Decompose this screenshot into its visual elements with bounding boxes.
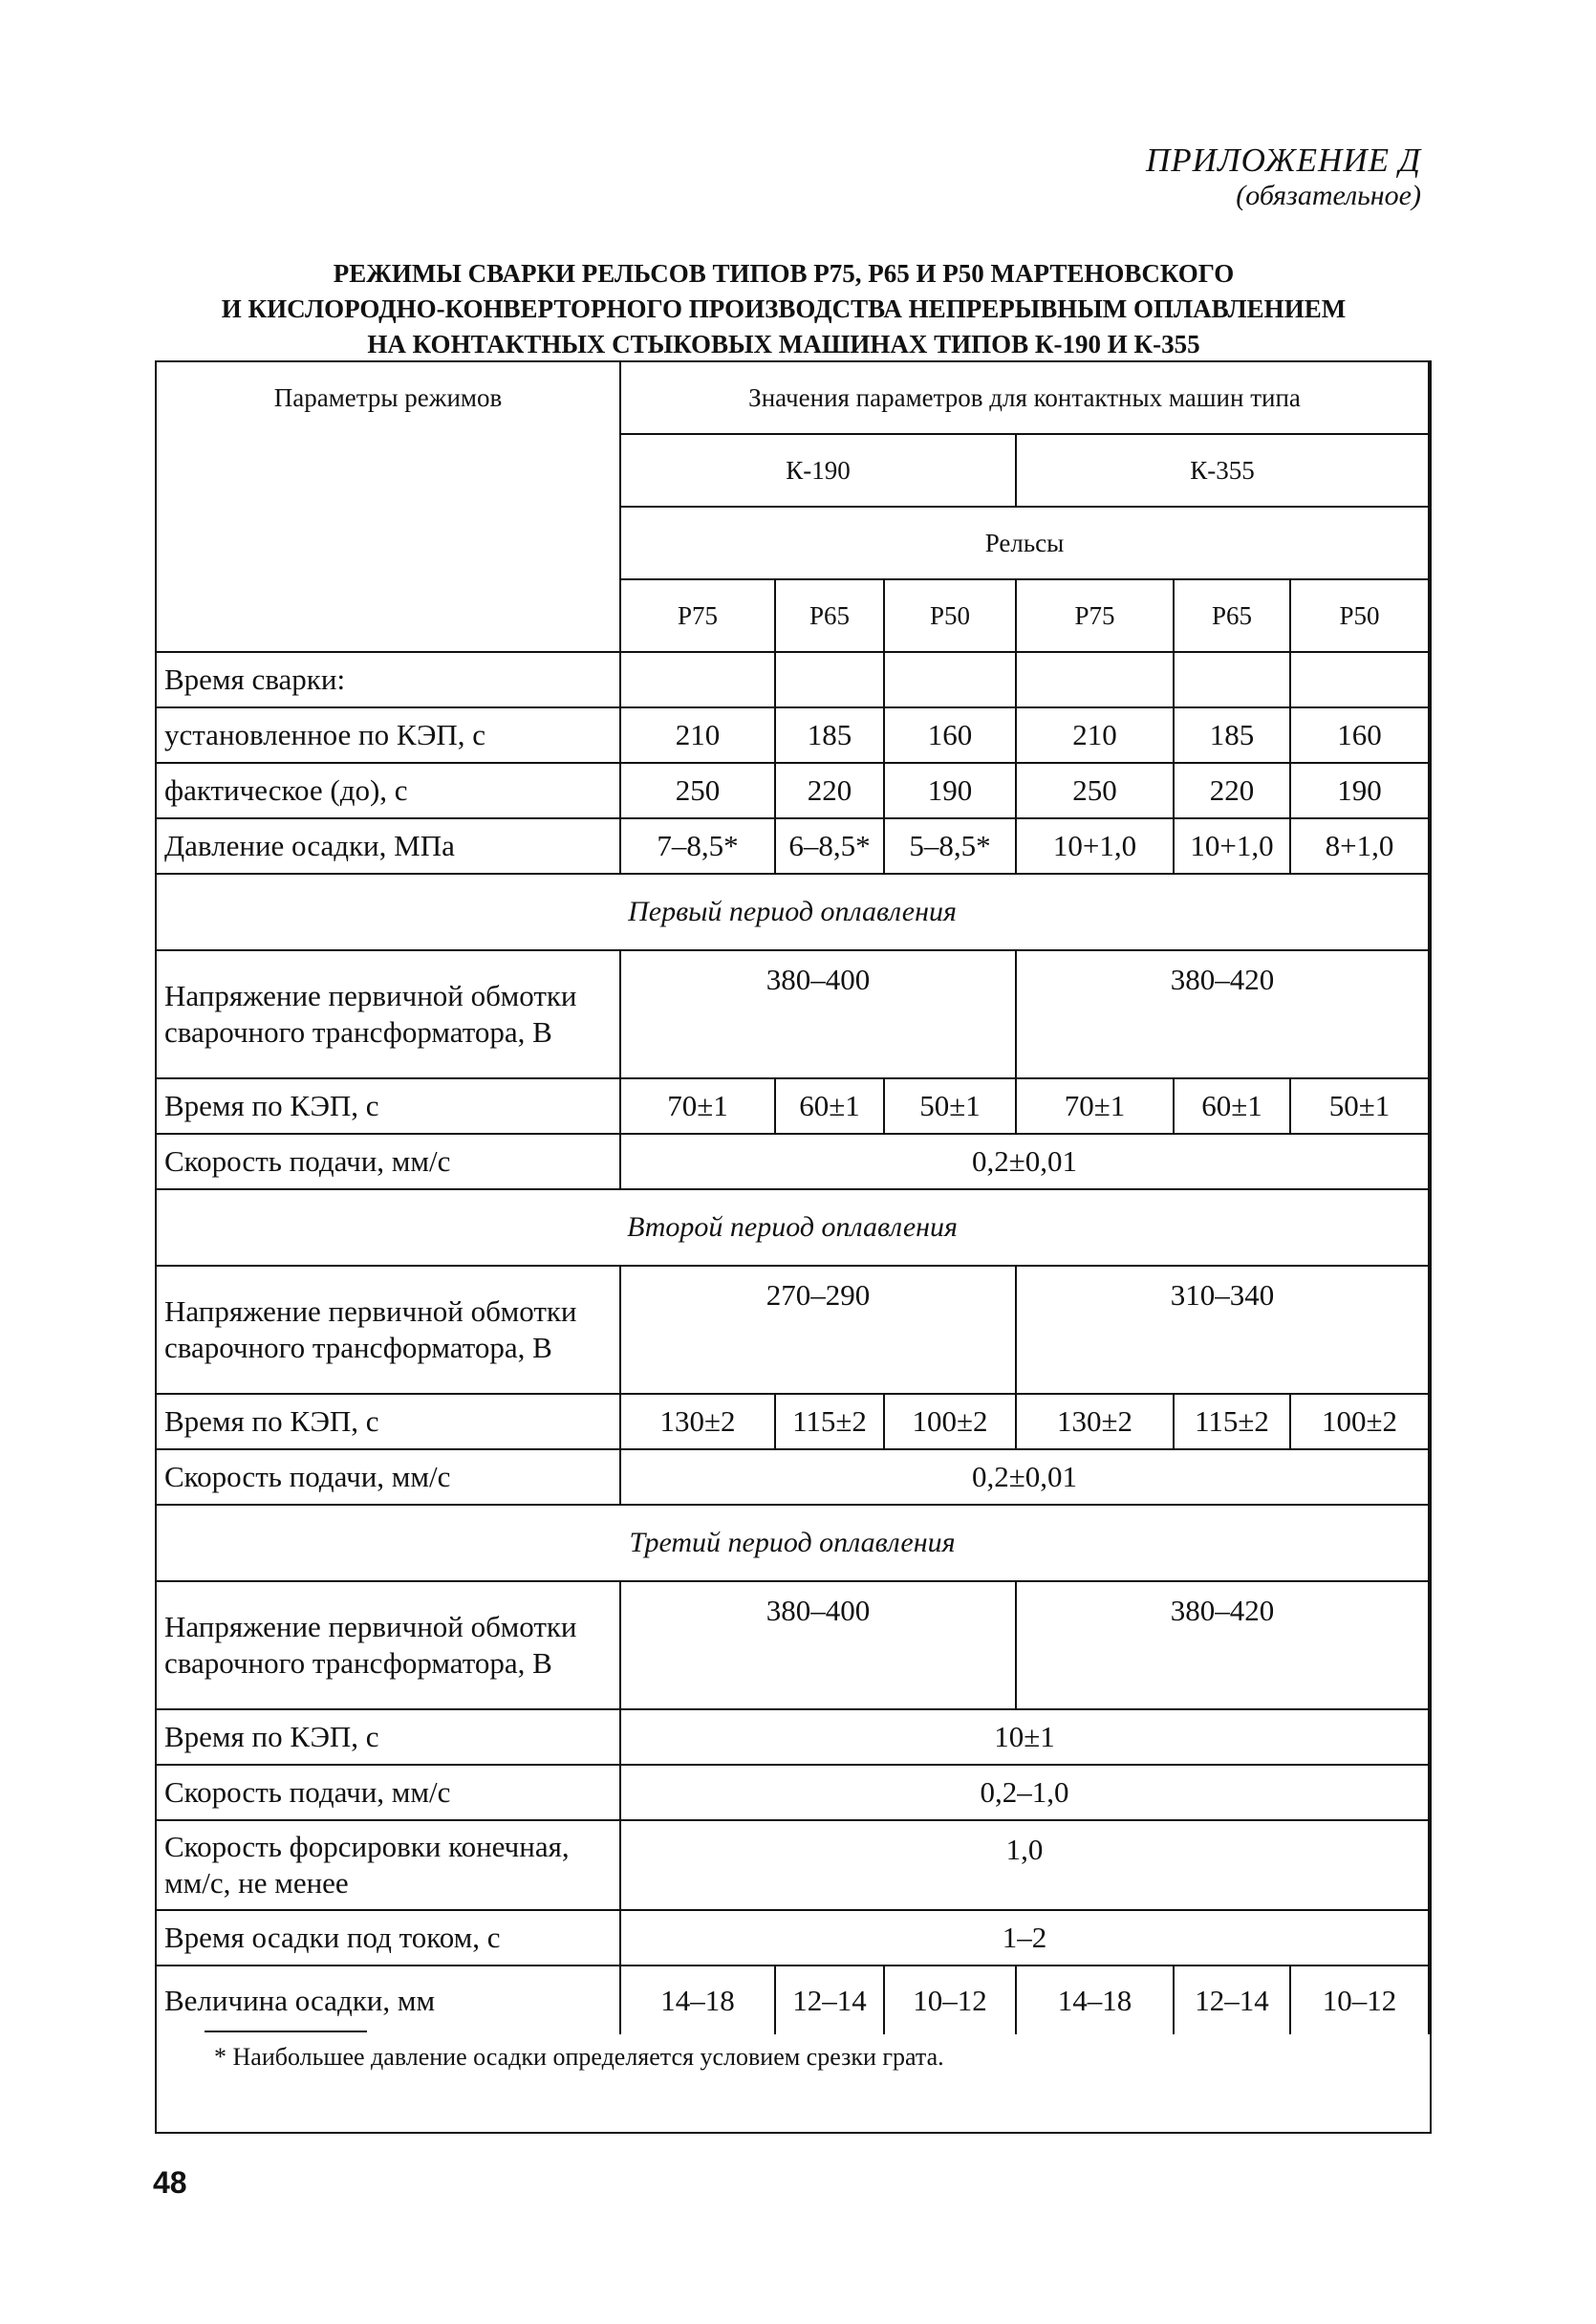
page-number: 48	[153, 2165, 187, 2200]
table-cell: 12–14	[775, 1966, 884, 2034]
period-1-feed-value: 0,2±0,01	[620, 1134, 1429, 1189]
appendix-label: ПРИЛОЖЕНИЕ Д	[1146, 141, 1421, 179]
period-1-time-label: Время по КЭП, с	[156, 1078, 620, 1134]
table-cell: 115±2	[775, 1394, 884, 1449]
welding-modes-table	[155, 360, 1430, 2034]
header-rails: Рельсы	[620, 507, 1429, 579]
table-cell: 60±1	[775, 1078, 884, 1134]
table-cell: 185	[775, 707, 884, 763]
table-cell: 210	[1016, 707, 1174, 763]
period-2-title: Второй период оплавления	[156, 1189, 1429, 1266]
table-cell: 5–8,5*	[884, 818, 1016, 874]
table-cell: 70±1	[620, 1078, 775, 1134]
weld-time-label: Время сварки:	[156, 652, 620, 707]
table-title	[143, 256, 1424, 362]
footnote: * Наибольшее давление осадки определяется условием срезки грата.	[214, 2043, 944, 2071]
table-cell: 6–8,5*	[775, 818, 884, 874]
table-cell: 210	[620, 707, 775, 763]
period-2-voltage-k190: 270–290	[620, 1266, 1016, 1394]
rail-type: Р65	[1174, 579, 1290, 652]
period-3-voltage-label: Напряжение первичной обмотки сварочного трансформатора, В	[156, 1581, 620, 1709]
table-cell: 70±1	[1016, 1078, 1174, 1134]
table-cell: 100±2	[1290, 1394, 1429, 1449]
period-2-voltage-k355: 310–340	[1016, 1266, 1429, 1394]
upset-pressure-label: Давление осадки, МПа	[156, 818, 620, 874]
header-machine-k190: К-190	[620, 434, 1016, 507]
appendix-heading	[1146, 141, 1421, 213]
period-3-upset-time-label: Время осадки под током, с	[156, 1910, 620, 1966]
table-cell: 190	[884, 763, 1016, 818]
period-1-feed-label: Скорость подачи, мм/с	[156, 1134, 620, 1189]
table-cell: 250	[620, 763, 775, 818]
period-3-feed-value: 0,2–1,0	[620, 1765, 1429, 1820]
period-2-time-label: Время по КЭП, с	[156, 1394, 620, 1449]
table-cell: 60±1	[1174, 1078, 1290, 1134]
rail-type: Р50	[1290, 579, 1429, 652]
table-cell: 50±1	[1290, 1078, 1429, 1134]
period-3-voltage-k355: 380–420	[1016, 1581, 1429, 1709]
rail-type: Р65	[775, 579, 884, 652]
table-cell: 10–12	[884, 1966, 1016, 2034]
rail-type: Р75	[1016, 579, 1174, 652]
welding-modes-table-frame	[155, 360, 1432, 2134]
period-3-time-label: Время по КЭП, с	[156, 1709, 620, 1765]
table-cell: 220	[1174, 763, 1290, 818]
period-3-forcing-value: 1,0	[620, 1820, 1429, 1910]
period-1-voltage-k190: 380–400	[620, 950, 1016, 1078]
period-2-feed-label: Скорость подачи, мм/с	[156, 1449, 620, 1505]
period-1-voltage-k355: 380–420	[1016, 950, 1429, 1078]
period-3-voltage-k190: 380–400	[620, 1581, 1016, 1709]
period-3-feed-label: Скорость подачи, мм/с	[156, 1765, 620, 1820]
table-cell: 185	[1174, 707, 1290, 763]
table-cell: 100±2	[884, 1394, 1016, 1449]
table-cell: 14–18	[1016, 1966, 1174, 2034]
table-cell: 160	[1290, 707, 1429, 763]
period-3-title: Третий период оплавления	[156, 1505, 1429, 1581]
table-cell: 12–14	[1174, 1966, 1290, 2034]
table-cell: 130±2	[620, 1394, 775, 1449]
period-3-forcing-label: Скорость форсировки конечная, мм/с, не менее	[156, 1820, 620, 1910]
actual-time-label: фактическое (до), с	[156, 763, 620, 818]
table-cell: 10+1,0	[1016, 818, 1174, 874]
footnote-rule	[205, 2031, 367, 2032]
title-line-3: НА КОНТАКТНЫХ СТЫКОВЫХ МАШИНАХ ТИПОВ К-190 И К-355	[367, 330, 1200, 358]
title-line-1: РЕЖИМЫ СВАРКИ РЕЛЬСОВ ТИПОВ Р75, Р65 И Р50 МАРТЕНОВСКОГО	[333, 259, 1235, 288]
period-3-upset-size-label: Величина осадки, мм	[156, 1966, 620, 2034]
table-cell: 250	[1016, 763, 1174, 818]
table-cell: 160	[884, 707, 1016, 763]
table-cell: 14–18	[620, 1966, 775, 2034]
table-cell: 8+1,0	[1290, 818, 1429, 874]
table-cell: 190	[1290, 763, 1429, 818]
table-cell: 10+1,0	[1174, 818, 1290, 874]
period-2-feed-value: 0,2±0,01	[620, 1449, 1429, 1505]
table-cell: 115±2	[1174, 1394, 1290, 1449]
table-cell: 10–12	[1290, 1966, 1429, 2034]
table-cell: 220	[775, 763, 884, 818]
header-values: Значения параметров для контактных машин типа	[620, 361, 1429, 434]
table-cell: 130±2	[1016, 1394, 1174, 1449]
header-machine-k355: К-355	[1016, 434, 1429, 507]
period-2-voltage-label: Напряжение первичной обмотки сварочного трансформатора, В	[156, 1266, 620, 1394]
set-time-label: установленное по КЭП, с	[156, 707, 620, 763]
period-1-title: Первый период оплавления	[156, 874, 1429, 950]
appendix-status: (обязательное)	[1236, 180, 1421, 212]
rail-type: Р75	[620, 579, 775, 652]
title-line-2: И КИСЛОРОДНО-КОНВЕРТОРНОГО ПРОИЗВОДСТВА НЕПРЕРЫВНЫМ ОПЛАВЛЕНИЕМ	[221, 294, 1347, 323]
period-3-upset-time-value: 1–2	[620, 1910, 1429, 1966]
table-cell: 50±1	[884, 1078, 1016, 1134]
table-cell: 7–8,5*	[620, 818, 775, 874]
period-1-voltage-label: Напряжение первичной обмотки сварочного трансформатора, В	[156, 950, 620, 1078]
rail-type: Р50	[884, 579, 1016, 652]
period-3-time-value: 10±1	[620, 1709, 1429, 1765]
header-params: Параметры режимов	[156, 361, 620, 652]
